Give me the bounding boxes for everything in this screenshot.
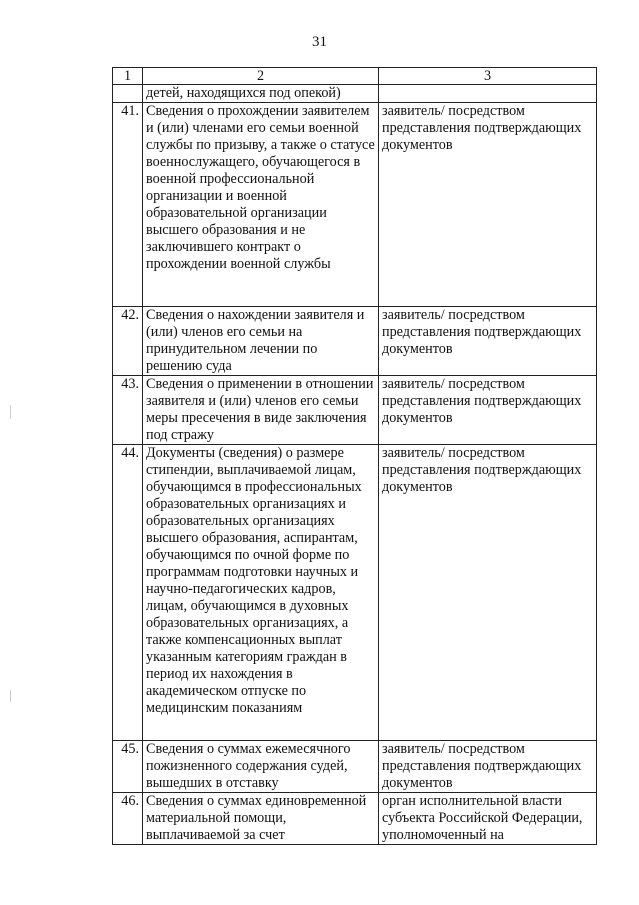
row-number: 42.	[113, 307, 143, 376]
row-source: орган исполнительной власти субъекта Российской Федерации, уполномоченный на	[379, 793, 597, 845]
page-number: 31	[312, 34, 327, 50]
table-row	[113, 445, 597, 741]
row-source: заявитель/ посредством представления подтверждающих документов	[379, 741, 597, 793]
row-source: заявитель/ посредством представления подтверждающих документов	[379, 103, 597, 307]
row-number: 44.	[113, 445, 143, 741]
document-table	[112, 67, 597, 845]
header-col-1: 1	[113, 68, 143, 85]
header-col-3: 3	[379, 68, 597, 85]
row-description: Сведения о суммах ежемесячного пожизненного содержания судей, вышедших в отставку	[143, 741, 379, 793]
row-source: заявитель/ посредством представления подтверждающих документов	[379, 445, 597, 741]
table-row	[113, 376, 597, 445]
row-description: Сведения о прохождении заявителем и (или) членами его семьи военной службы по призыву, а также о статусе военнослужащего, обучающегося в военной профессиональной организации и военной образовательной организации высшего образования и не заключившего контракт о прохождении военной службы	[143, 103, 379, 307]
row-description: Сведения о суммах единовременной материальной помощи, выплачиваемой за счет	[143, 793, 379, 845]
table-row	[113, 307, 597, 376]
row-number: 43.	[113, 376, 143, 445]
table-row-continuation	[113, 85, 597, 103]
row-number: 45.	[113, 741, 143, 793]
table-row	[113, 793, 597, 845]
table-row	[113, 103, 597, 307]
row-description: Документы (сведения) о размере стипендии, выплачиваемой лицам, обучающимся в профессиональных образовательных организациях и образовательных организациях высшего образования, аспирантам, обучающимся по очной форме по программам подготовки научных и научно-педагогических кадров, лицам, обучающимся в духовных образовательных организациях, а также компенсационных выплат указанным категориям граждан в период их нахождения в академическом отпуске по медицинским показаниям	[143, 445, 379, 741]
table-row	[113, 741, 597, 793]
row-source: заявитель/ посредством представления подтверждающих документов	[379, 307, 597, 376]
row-number: 46.	[113, 793, 143, 845]
row-description: детей, находящихся под опекой)	[143, 85, 379, 103]
header-col-2: 2	[143, 68, 379, 85]
margin-mark	[10, 690, 11, 702]
row-number	[113, 85, 143, 103]
margin-mark	[10, 405, 11, 419]
row-description: Сведения о применении в отношении заявителя и (или) членов его семьи меры пресечения в виде заключения под стражу	[143, 376, 379, 445]
row-number: 41.	[113, 103, 143, 307]
table-header-row	[113, 68, 597, 85]
row-description: Сведения о нахождении заявителя и (или) членов его семьи на принудительном лечении по решению суда	[143, 307, 379, 376]
row-source	[379, 85, 597, 103]
row-source: заявитель/ посредством представления подтверждающих документов	[379, 376, 597, 445]
